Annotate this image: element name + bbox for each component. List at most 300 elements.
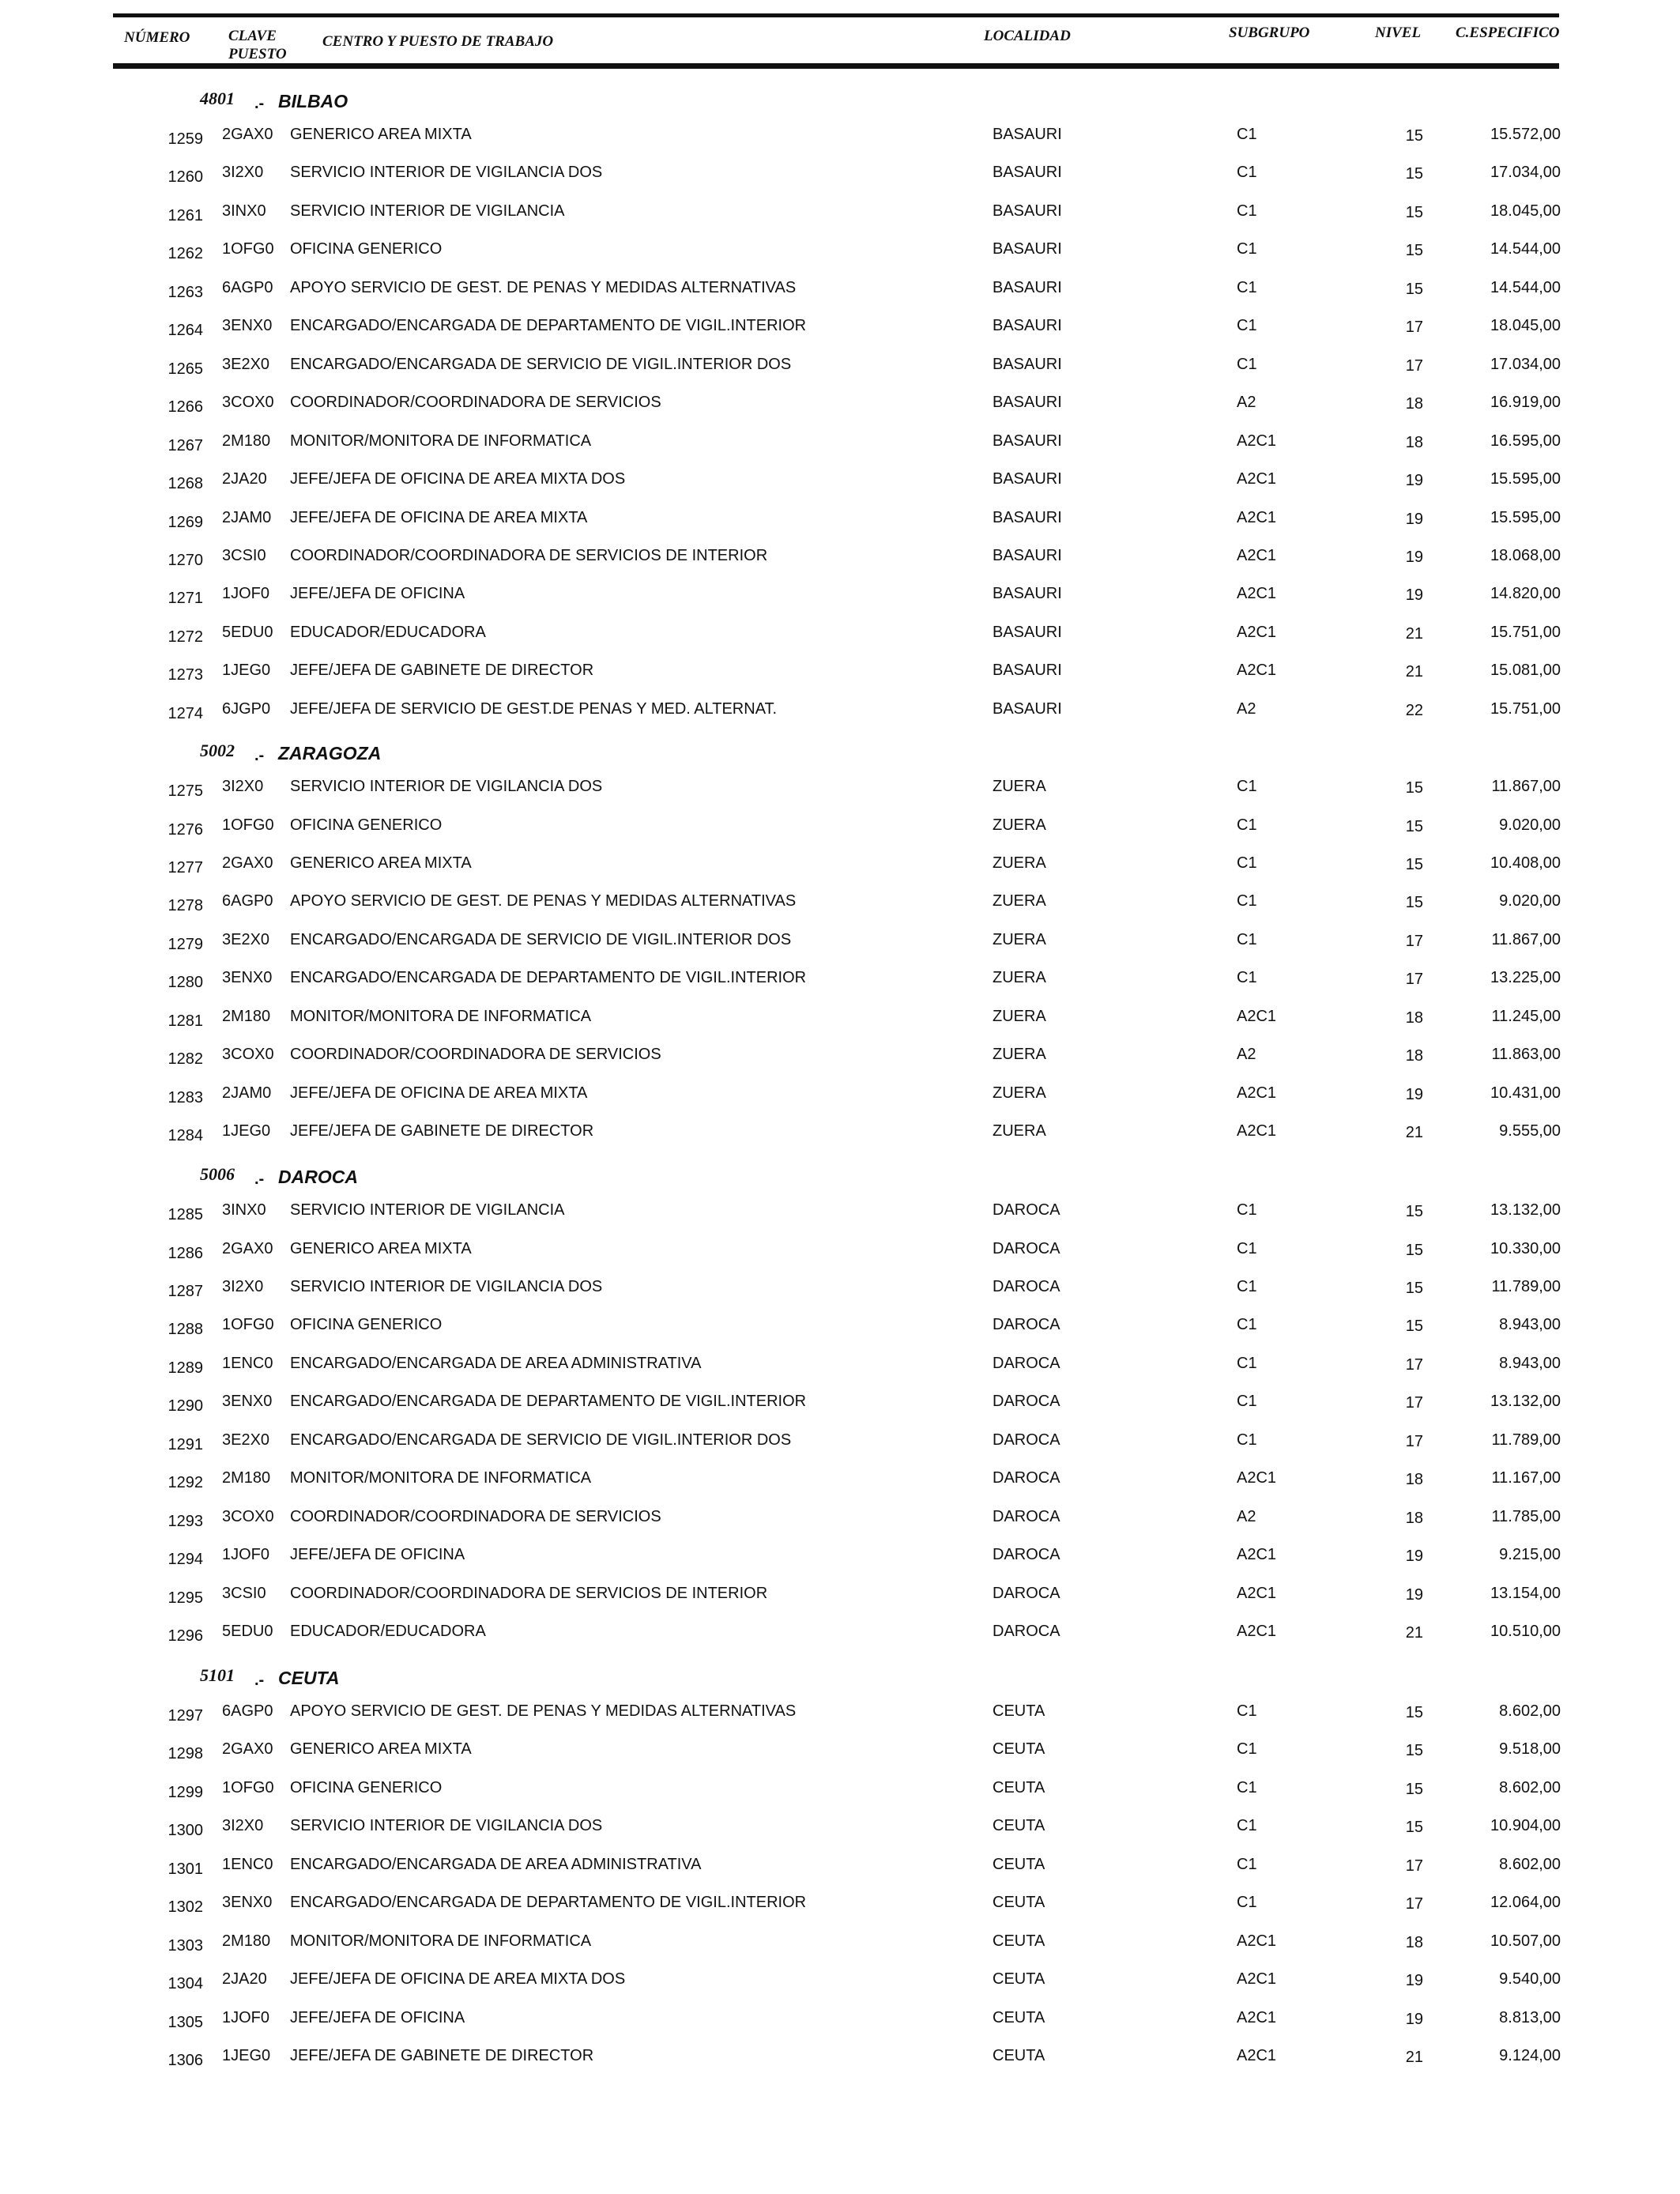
row-puesto: COORDINADOR/COORDINADORA DE SERVICIOS DE INTERIOR	[290, 1584, 768, 1602]
row-number: 1271	[168, 590, 203, 608]
row-clave: 2M180	[222, 1932, 271, 1950]
table-row	[0, 1045, 1680, 1069]
row-number: 1284	[168, 1127, 203, 1144]
row-number: 1287	[168, 1282, 203, 1300]
row-subgrupo: C1	[1237, 1393, 1257, 1411]
row-especifico: 14.820,00	[1490, 585, 1561, 603]
row-number: 1306	[168, 2052, 203, 2070]
row-puesto: ENCARGADO/ENCARGADA DE AREA ADMINISTRATIVA	[290, 1354, 702, 1372]
section-code: 5101	[200, 1665, 235, 1685]
row-subgrupo: A2	[1237, 1507, 1256, 1525]
row-puesto: COORDINADOR/COORDINADORA DE SERVICIOS	[290, 394, 661, 412]
row-number: 1262	[168, 245, 203, 263]
header-localidad: LOCALIDAD	[984, 28, 1071, 44]
row-nivel: 17	[1405, 932, 1423, 950]
row-localidad: ZUERA	[993, 854, 1046, 872]
row-number: 1305	[168, 2013, 203, 2031]
section-header	[0, 89, 1680, 120]
table-row	[0, 623, 1680, 647]
row-clave: 1OFG0	[222, 1778, 274, 1796]
row-number: 1288	[168, 1321, 203, 1339]
row-especifico: 9.020,00	[1499, 892, 1561, 910]
row-clave: 1ENC0	[222, 1855, 273, 1873]
row-localidad: BASAURI	[993, 240, 1062, 258]
row-clave: 2GAX0	[222, 1239, 273, 1257]
row-clave: 3ENX0	[222, 1393, 273, 1411]
section-name: DAROCA	[278, 1167, 358, 1187]
row-localidad: DAROCA	[993, 1277, 1060, 1295]
row-especifico: 11.167,00	[1491, 1469, 1561, 1487]
row-nivel: 15	[1405, 280, 1423, 298]
row-subgrupo: C1	[1237, 1354, 1257, 1372]
row-especifico: 10.431,00	[1490, 1084, 1561, 1102]
row-clave: 3ENX0	[222, 969, 273, 987]
row-especifico: 11.867,00	[1491, 930, 1561, 948]
row-especifico: 12.064,00	[1490, 1894, 1561, 1912]
row-clave: 2M180	[222, 1007, 271, 1025]
section-code: 5002	[200, 741, 235, 760]
table-row	[0, 816, 1680, 839]
row-puesto: GENERICO AREA MIXTA	[290, 1239, 472, 1257]
row-especifico: 13.132,00	[1490, 1201, 1561, 1219]
row-number: 1295	[168, 1589, 203, 1607]
row-subgrupo: A2C1	[1237, 1932, 1277, 1950]
table-row	[0, 1932, 1680, 1955]
row-localidad: BASAURI	[993, 662, 1062, 680]
row-number: 1279	[168, 935, 203, 953]
row-number: 1268	[168, 475, 203, 492]
row-puesto: OFICINA GENERICO	[290, 1778, 443, 1796]
table-row	[0, 930, 1680, 954]
row-especifico: 9.020,00	[1499, 816, 1561, 834]
section-separator: .-	[254, 1171, 265, 1188]
row-puesto: JEFE/JEFA DE OFICINA DE AREA MIXTA DOS	[290, 1970, 626, 1989]
row-number: 1291	[168, 1435, 203, 1453]
row-especifico: 11.867,00	[1491, 778, 1561, 795]
row-puesto: MONITOR/MONITORA DE INFORMATICA	[290, 432, 592, 450]
row-puesto: EDUCADOR/EDUCADORA	[290, 1622, 486, 1640]
row-puesto: SERVICIO INTERIOR DE VIGILANCIA DOS	[290, 1817, 603, 1835]
row-especifico: 14.544,00	[1490, 240, 1561, 258]
row-nivel: 21	[1405, 1124, 1423, 1141]
row-number: 1260	[168, 168, 203, 187]
row-clave: 3ENX0	[222, 1894, 273, 1912]
row-localidad: BASAURI	[993, 699, 1062, 718]
row-especifico: 15.595,00	[1490, 508, 1561, 526]
row-puesto: ENCARGADO/ENCARGADA DE DEPARTAMENTO DE VIGIL.INTERIOR	[290, 317, 807, 335]
row-especifico: 17.034,00	[1490, 164, 1561, 182]
row-nivel: 17	[1405, 356, 1423, 375]
row-localidad: BASAURI	[993, 317, 1062, 335]
row-clave: 6AGP0	[222, 278, 273, 296]
row-nivel: 18	[1405, 1509, 1423, 1527]
row-puesto: GENERICO AREA MIXTA	[290, 126, 472, 143]
table-row	[0, 393, 1680, 417]
row-nivel: 15	[1405, 1318, 1423, 1336]
row-localidad: BASAURI	[993, 278, 1062, 296]
row-localidad: ZUERA	[993, 892, 1046, 910]
table-row	[0, 432, 1680, 455]
row-subgrupo: C1	[1237, 1702, 1257, 1720]
row-subgrupo: A2C1	[1237, 1622, 1277, 1640]
table-row	[0, 1545, 1680, 1569]
row-localidad: ZUERA	[993, 1084, 1046, 1102]
row-subgrupo: C1	[1237, 816, 1257, 834]
row-nivel: 17	[1405, 1895, 1423, 1913]
row-localidad: CEUTA	[993, 1855, 1045, 1873]
row-especifico: 13.132,00	[1490, 1393, 1561, 1411]
row-puesto: ENCARGADO/ENCARGADA DE DEPARTAMENTO DE VIGIL.INTERIOR	[290, 1894, 807, 1912]
row-clave: 1JEG0	[222, 2047, 271, 2065]
row-clave: 3COX0	[222, 1507, 274, 1525]
row-especifico: 15.572,00	[1490, 126, 1561, 143]
row-subgrupo: A2C1	[1237, 508, 1277, 526]
row-number: 1290	[168, 1397, 203, 1416]
row-subgrupo: A2C1	[1237, 1084, 1277, 1102]
row-nivel: 15	[1405, 1279, 1423, 1297]
row-nivel: 15	[1405, 779, 1423, 797]
row-clave: 1ENC0	[222, 1354, 273, 1372]
row-number: 1274	[168, 704, 203, 722]
row-especifico: 18.045,00	[1490, 317, 1561, 335]
table-row	[0, 202, 1680, 225]
row-nivel: 19	[1405, 1585, 1423, 1604]
row-clave: 3ENX0	[222, 317, 273, 335]
row-especifico: 10.408,00	[1490, 854, 1561, 872]
table-row	[0, 1007, 1680, 1031]
header-clave: CLAVE	[228, 28, 277, 44]
row-puesto: SERVICIO INTERIOR DE VIGILANCIA DOS	[290, 164, 603, 182]
row-nivel: 22	[1405, 701, 1423, 719]
row-clave: 1OFG0	[222, 1316, 274, 1334]
row-puesto: OFICINA GENERICO	[290, 240, 443, 258]
row-subgrupo: A2C1	[1237, 432, 1277, 450]
row-nivel: 17	[1405, 1857, 1423, 1875]
table-row	[0, 1778, 1680, 1802]
table-row	[0, 1970, 1680, 1993]
row-number: 1280	[168, 974, 203, 992]
row-especifico: 11.785,00	[1491, 1507, 1561, 1525]
row-number: 1281	[168, 1012, 203, 1030]
table-row	[0, 777, 1680, 801]
table-row	[0, 1584, 1680, 1608]
row-localidad: CEUTA	[993, 1932, 1045, 1950]
table-row	[0, 163, 1680, 187]
row-number: 1276	[168, 820, 203, 839]
row-subgrupo: C1	[1237, 1817, 1257, 1835]
row-nivel: 15	[1405, 1241, 1423, 1259]
row-clave: 2JAM0	[222, 508, 272, 526]
row-subgrupo: A2C1	[1237, 2008, 1277, 2026]
row-localidad: DAROCA	[993, 1622, 1060, 1640]
row-puesto: ENCARGADO/ENCARGADA DE AREA ADMINISTRATIVA	[290, 1855, 702, 1873]
row-localidad: DAROCA	[993, 1201, 1060, 1219]
row-localidad: CEUTA	[993, 1702, 1045, 1720]
row-clave: 1JOF0	[222, 1546, 270, 1563]
table-row	[0, 892, 1680, 915]
row-puesto: JEFE/JEFA DE OFICINA	[290, 585, 465, 603]
row-clave: 2GAX0	[222, 126, 273, 143]
row-especifico: 11.789,00	[1491, 1277, 1561, 1295]
row-especifico: 11.245,00	[1491, 1007, 1561, 1025]
row-number: 1286	[168, 1244, 203, 1262]
section-separator: .-	[254, 1672, 265, 1689]
row-nivel: 18	[1405, 395, 1423, 413]
row-clave: 1JOF0	[222, 2008, 270, 2026]
section-name: ZARAGOZA	[278, 743, 382, 763]
row-number: 1299	[168, 1783, 203, 1801]
row-especifico: 18.045,00	[1490, 202, 1561, 220]
row-localidad: BASAURI	[993, 355, 1062, 373]
row-nivel: 19	[1405, 1085, 1423, 1103]
row-subgrupo: C1	[1237, 1894, 1257, 1912]
row-localidad: ZUERA	[993, 1046, 1046, 1064]
table-row	[0, 968, 1680, 992]
row-puesto: JEFE/JEFA DE OFICINA	[290, 1546, 465, 1563]
row-localidad: DAROCA	[993, 1354, 1060, 1372]
row-nivel: 15	[1405, 127, 1423, 145]
row-localidad: BASAURI	[993, 623, 1062, 641]
row-localidad: CEUTA	[993, 1778, 1045, 1796]
header-especifico: C.ESPECIFICO	[1456, 25, 1560, 41]
row-localidad: DAROCA	[993, 1431, 1060, 1449]
row-subgrupo: A2	[1237, 1046, 1256, 1064]
header-subgrupo: SUBGRUPO	[1229, 25, 1310, 41]
table-row	[0, 125, 1680, 149]
row-especifico: 15.751,00	[1490, 699, 1561, 718]
row-puesto: JEFE/JEFA DE GABINETE DE DIRECTOR	[290, 662, 594, 680]
row-clave: 3I2X0	[222, 1817, 264, 1835]
row-localidad: DAROCA	[993, 1546, 1060, 1563]
row-clave: 3COX0	[222, 394, 274, 412]
row-clave: 3I2X0	[222, 778, 264, 795]
row-especifico: 8.943,00	[1499, 1354, 1561, 1372]
row-clave: 2JAM0	[222, 1084, 272, 1102]
section-header	[0, 1164, 1680, 1196]
table-row	[0, 1122, 1680, 1145]
section-code: 5006	[200, 1164, 235, 1184]
row-number: 1266	[168, 398, 203, 417]
row-puesto: APOYO SERVICIO DE GEST. DE PENAS Y MEDIDAS ALTERNATIVAS	[290, 892, 797, 910]
row-localidad: DAROCA	[993, 1507, 1060, 1525]
row-nivel: 18	[1405, 433, 1423, 451]
row-nivel: 18	[1405, 1471, 1423, 1489]
header-bottom-rule	[113, 63, 1559, 69]
row-clave: 2M180	[222, 432, 271, 450]
table-row	[0, 2046, 1680, 2070]
table-row	[0, 1277, 1680, 1301]
row-puesto: GENERICO AREA MIXTA	[290, 1740, 472, 1759]
row-localidad: ZUERA	[993, 930, 1046, 948]
row-especifico: 10.904,00	[1490, 1817, 1561, 1835]
row-puesto: SERVICIO INTERIOR DE VIGILANCIA	[290, 1201, 565, 1219]
table-row	[0, 1392, 1680, 1416]
row-number: 1297	[168, 1707, 203, 1725]
row-puesto: OFICINA GENERICO	[290, 816, 443, 834]
table-row	[0, 1201, 1680, 1224]
section-separator: .-	[254, 747, 265, 764]
row-localidad: BASAURI	[993, 585, 1062, 603]
row-clave: 2GAX0	[222, 1740, 273, 1759]
row-clave: 5EDU0	[222, 1622, 273, 1640]
row-localidad: CEUTA	[993, 1894, 1045, 1912]
row-puesto: APOYO SERVICIO DE GEST. DE PENAS Y MEDIDAS ALTERNATIVAS	[290, 1702, 797, 1720]
row-subgrupo: A2C1	[1237, 1970, 1277, 1989]
row-clave: 2JA20	[222, 470, 267, 488]
row-especifico: 18.068,00	[1490, 547, 1561, 564]
section-code: 4801	[200, 89, 235, 108]
row-nivel: 18	[1405, 1933, 1423, 1951]
row-clave: 1JEG0	[222, 662, 271, 680]
row-number: 1264	[168, 322, 203, 340]
row-subgrupo: C1	[1237, 1740, 1257, 1759]
row-subgrupo: C1	[1237, 126, 1257, 143]
row-especifico: 11.863,00	[1491, 1046, 1561, 1064]
row-localidad: CEUTA	[993, 1970, 1045, 1989]
row-nivel: 17	[1405, 971, 1423, 989]
row-subgrupo: A2C1	[1237, 547, 1277, 564]
row-localidad: BASAURI	[993, 164, 1062, 182]
header-centro: CENTRO Y PUESTO DE TRABAJO	[322, 33, 554, 50]
table-row	[0, 699, 1680, 723]
row-localidad: BASAURI	[993, 470, 1062, 488]
row-puesto: SERVICIO INTERIOR DE VIGILANCIA	[290, 202, 565, 220]
row-subgrupo: C1	[1237, 240, 1257, 258]
row-number: 1259	[168, 130, 203, 148]
row-subgrupo: C1	[1237, 892, 1257, 910]
table-row	[0, 469, 1680, 493]
row-subgrupo: C1	[1237, 1277, 1257, 1295]
row-number: 1289	[168, 1359, 203, 1377]
row-clave: 6AGP0	[222, 1702, 273, 1720]
row-especifico: 9.215,00	[1499, 1546, 1561, 1563]
row-especifico: 8.602,00	[1499, 1855, 1561, 1873]
row-especifico: 16.919,00	[1490, 394, 1561, 412]
row-especifico: 17.034,00	[1490, 355, 1561, 373]
table-row	[0, 661, 1680, 684]
row-localidad: DAROCA	[993, 1239, 1060, 1257]
row-nivel: 15	[1405, 1203, 1423, 1220]
row-nivel: 15	[1405, 165, 1423, 183]
row-especifico: 9.518,00	[1499, 1740, 1561, 1759]
row-nivel: 19	[1405, 586, 1423, 605]
table-row	[0, 2008, 1680, 2032]
row-nivel: 19	[1405, 510, 1423, 528]
row-clave: 6AGP0	[222, 892, 273, 910]
row-nivel: 19	[1405, 472, 1423, 489]
row-subgrupo: A2C1	[1237, 2047, 1277, 2065]
row-subgrupo: C1	[1237, 317, 1257, 335]
row-subgrupo: C1	[1237, 1431, 1257, 1449]
row-localidad: ZUERA	[993, 1122, 1046, 1140]
row-number: 1296	[168, 1627, 203, 1645]
row-especifico: 13.225,00	[1490, 969, 1561, 987]
row-nivel: 15	[1405, 242, 1423, 260]
row-subgrupo: A2	[1237, 699, 1256, 718]
row-puesto: ENCARGADO/ENCARGADA DE SERVICIO DE VIGIL.INTERIOR DOS	[290, 355, 792, 373]
row-nivel: 15	[1405, 1819, 1423, 1837]
row-puesto: ENCARGADO/ENCARGADA DE SERVICIO DE VIGIL.INTERIOR DOS	[290, 930, 792, 948]
table-row	[0, 239, 1680, 263]
row-nivel: 15	[1405, 1742, 1423, 1760]
row-especifico: 10.330,00	[1490, 1239, 1561, 1257]
row-localidad: BASAURI	[993, 202, 1062, 220]
row-nivel: 19	[1405, 1972, 1423, 1990]
row-puesto: OFICINA GENERICO	[290, 1316, 443, 1334]
row-subgrupo: A2C1	[1237, 1469, 1277, 1487]
table-row	[0, 508, 1680, 532]
row-subgrupo: A2C1	[1237, 662, 1277, 680]
row-puesto: APOYO SERVICIO DE GEST. DE PENAS Y MEDIDAS ALTERNATIVAS	[290, 278, 797, 296]
row-puesto: ENCARGADO/ENCARGADA DE SERVICIO DE VIGIL.INTERIOR DOS	[290, 1431, 792, 1449]
row-clave: 3CSI0	[222, 1584, 266, 1602]
row-puesto: JEFE/JEFA DE OFICINA DE AREA MIXTA	[290, 1084, 588, 1102]
row-number: 1304	[168, 1975, 203, 1993]
row-localidad: CEUTA	[993, 1740, 1045, 1759]
row-subgrupo: C1	[1237, 854, 1257, 872]
row-localidad: ZUERA	[993, 969, 1046, 987]
row-number: 1263	[168, 283, 203, 301]
row-number: 1277	[168, 858, 203, 876]
table-row	[0, 546, 1680, 570]
row-puesto: ENCARGADO/ENCARGADA DE DEPARTAMENTO DE VIGIL.INTERIOR	[290, 1393, 807, 1411]
section-header	[0, 741, 1680, 772]
section-name: CEUTA	[278, 1668, 340, 1688]
row-nivel: 15	[1405, 817, 1423, 835]
row-number: 1278	[168, 897, 203, 915]
row-clave: 1OFG0	[222, 816, 274, 834]
row-especifico: 9.540,00	[1499, 1970, 1561, 1989]
section-separator: .-	[254, 95, 265, 112]
row-localidad: ZUERA	[993, 778, 1046, 795]
row-nivel: 17	[1405, 1355, 1423, 1374]
row-number: 1270	[168, 552, 203, 569]
row-clave: 5EDU0	[222, 623, 273, 641]
row-especifico: 16.595,00	[1490, 432, 1561, 450]
row-clave: 1JEG0	[222, 1122, 271, 1140]
row-clave: 3I2X0	[222, 1277, 264, 1295]
row-puesto: COORDINADOR/COORDINADORA DE SERVICIOS	[290, 1046, 661, 1064]
row-localidad: CEUTA	[993, 2047, 1045, 2065]
row-subgrupo: C1	[1237, 164, 1257, 182]
row-especifico: 8.943,00	[1499, 1316, 1561, 1334]
section-header	[0, 1665, 1680, 1697]
row-subgrupo: A2C1	[1237, 1584, 1277, 1602]
table-row	[0, 316, 1680, 340]
header-nivel: NIVEL	[1375, 25, 1422, 41]
row-puesto: COORDINADOR/COORDINADORA DE SERVICIOS DE INTERIOR	[290, 547, 768, 564]
row-number: 1293	[168, 1512, 203, 1530]
row-especifico: 15.751,00	[1490, 623, 1561, 641]
table-row	[0, 1468, 1680, 1492]
row-puesto: JEFE/JEFA DE OFICINA	[290, 2008, 465, 2026]
row-subgrupo: A2C1	[1237, 1007, 1277, 1025]
row-nivel: 21	[1405, 2049, 1423, 2067]
row-puesto: JEFE/JEFA DE OFICINA DE AREA MIXTA DOS	[290, 470, 626, 488]
table-row	[0, 1354, 1680, 1378]
row-nivel: 17	[1405, 319, 1423, 337]
row-especifico: 8.602,00	[1499, 1702, 1561, 1720]
table-row	[0, 1507, 1680, 1531]
row-clave: 3INX0	[222, 202, 266, 220]
row-subgrupo: C1	[1237, 1316, 1257, 1334]
row-number: 1300	[168, 1822, 203, 1840]
table-row	[0, 1740, 1680, 1763]
table-row	[0, 584, 1680, 608]
row-number: 1282	[168, 1050, 203, 1069]
row-especifico: 9.124,00	[1499, 2047, 1561, 2065]
row-number: 1272	[168, 628, 203, 646]
